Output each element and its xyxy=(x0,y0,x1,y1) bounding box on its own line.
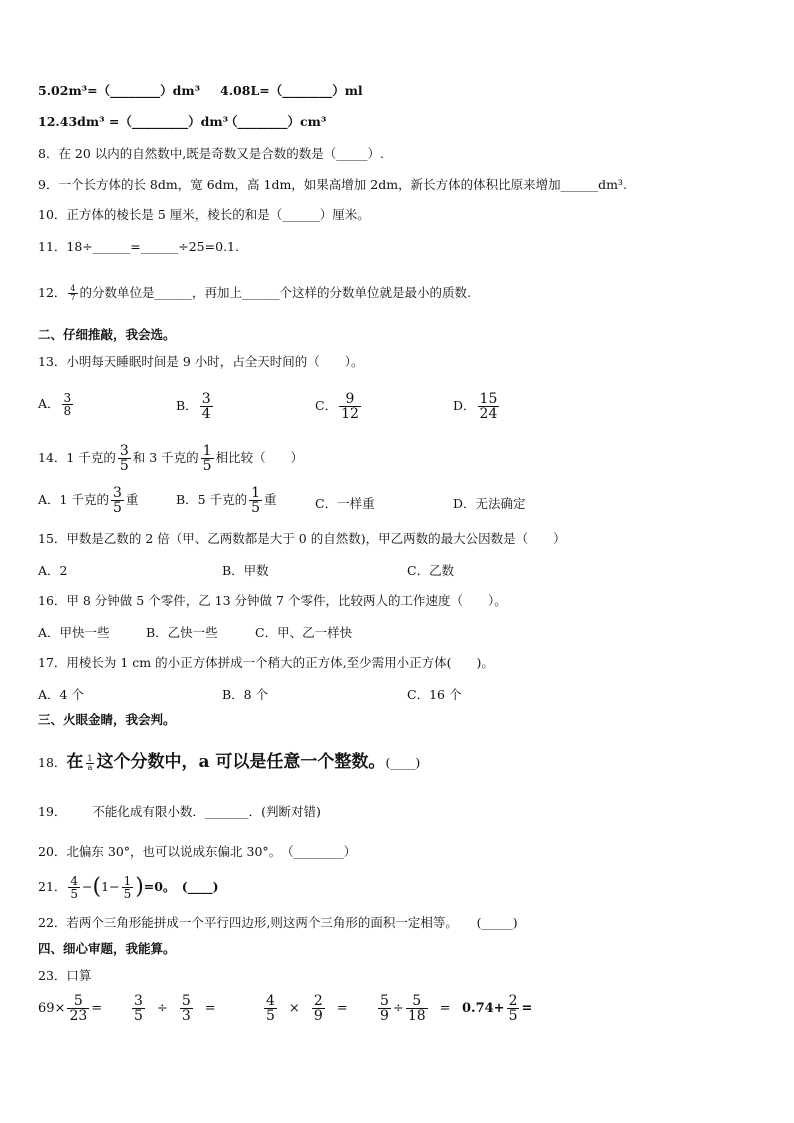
question-12-label: 12． xyxy=(38,285,67,300)
question-13: 13．小明每天睡眠时间是 9 小时，占全天时间的（ ）。 xyxy=(38,354,364,369)
question-19: 19． 不能化成有限小数．_______．(判断对错) xyxy=(38,804,321,819)
option-13-c[interactable]: C． $\frac{9}{12}$ xyxy=(315,391,359,422)
option-16-b[interactable]: B．乙快一些 xyxy=(146,625,218,640)
unit-conversion-b: 4.08L=（________）ml xyxy=(220,83,363,98)
option-17-c[interactable]: C．16 个 xyxy=(407,687,462,702)
option-14-b[interactable]: B．5 千克的 $\frac{1}{5}$ 重 xyxy=(176,485,277,516)
question-17: 17．用棱长为 1 cm 的小正方体拼成一个稍大的正方体,至少需用小正方体( )。 xyxy=(38,655,494,670)
question-11: 11．18÷______=______÷25=0.1. xyxy=(38,239,239,254)
option-15-a[interactable]: A．2 xyxy=(38,563,68,578)
section-4-heading: 四、细心审题，我能算。 xyxy=(38,941,176,956)
section-2-heading: 二、仔细推敲，我会选。 xyxy=(38,327,176,342)
option-14-d[interactable]: D．无法确定 xyxy=(453,496,526,511)
calc-2: $\frac{3}{5}$ ÷ $\frac{5}{3}$ = xyxy=(134,993,216,1024)
fraction-4-7: $\frac{4}{7}$ xyxy=(70,284,76,302)
section-3-heading: 三、火眼金睛，我会判。 xyxy=(38,712,176,727)
unit-conversion-d: （________）cm³ xyxy=(225,114,327,129)
calc-1: 69× $\frac{5}{23}$ = xyxy=(38,993,103,1024)
option-16-c[interactable]: C．甲、乙一样快 xyxy=(255,625,353,640)
question-8: 8．在 20 以内的自然数中,既是奇数又是合数的数是（_____）. xyxy=(38,146,385,161)
calc-3: $\frac{4}{5}$ × $\frac{2}{9}$ = xyxy=(266,993,348,1024)
question-21: 21． $\frac{4}{5}$ −(1− $\frac{1}{5}$ )=0。 (____) xyxy=(38,874,219,901)
question-16: 16．甲 8 分钟做 5 个零件，乙 13 分钟做 7 个零件，比较两人的工作速度（ ）。 xyxy=(38,593,507,608)
option-13-b[interactable]: B． $\frac{3}{4}$ xyxy=(176,391,211,422)
question-10: 10．正方体的棱长是 5 厘米，棱长的和是（______）厘米。 xyxy=(38,207,370,222)
question-20: 20．北偏东 30°，也可以说成东偏北 30°。 （________） xyxy=(38,844,357,859)
calc-5: 0.74+ $\frac{2}{5}$ = xyxy=(462,993,533,1024)
question-22: 22．若两个三角形能拼成一个平行四边形,则这两个三角形的面积一定相等。 (_____) xyxy=(38,915,518,930)
question-15: 15．甲数是乙数的 2 倍（甲、乙两数都是大于 0 的自然数)，甲乙两数的最大公因数是（ ） xyxy=(38,531,566,546)
question-18: 18．在 $\frac{1}{a}$ 这个分数中，a 可以是任意一个整数。(____) xyxy=(38,752,421,772)
option-14-c[interactable]: C．一样重 xyxy=(315,496,375,511)
option-13-d[interactable]: D． $\frac{15}{24}$ xyxy=(453,391,498,422)
unit-conversion-a: 5.02m³=（________）dm³ xyxy=(38,83,201,98)
option-13-a[interactable]: A． $\frac{3}{8}$ xyxy=(38,391,72,418)
question-12 xyxy=(38,284,471,302)
calc-4: $\frac{5}{9}$ ÷ $\frac{5}{18}$ = xyxy=(380,993,451,1024)
question-9: 9．一个长方体的长 8dm，宽 6dm，高 1dm，如果高增加 2dm，新长方体的体积比原来增加______dm³. xyxy=(38,177,627,192)
question-14: 14．1 千克的 $\frac{3}{5}$ 和 3 千克的 $\frac{1}{5}$ 相比较（ ） xyxy=(38,443,304,474)
option-14-a[interactable]: A．1 千克的 $\frac{3}{5}$ 重 xyxy=(38,485,139,516)
question-12-text: 的分数单位是______，再加上______个这样的分数单位就是最小的质数. xyxy=(79,285,471,300)
unit-conversion-c: 12.43dm³ =（_________）dm³ xyxy=(38,114,229,129)
option-15-b[interactable]: B．甲数 xyxy=(222,563,269,578)
question-23: 23．口算 xyxy=(38,968,92,983)
option-16-a[interactable]: A．甲快一些 xyxy=(38,625,110,640)
option-17-a[interactable]: A．4 个 xyxy=(38,687,84,702)
option-17-b[interactable]: B．8 个 xyxy=(222,687,269,702)
option-15-c[interactable]: C．乙数 xyxy=(407,563,455,578)
